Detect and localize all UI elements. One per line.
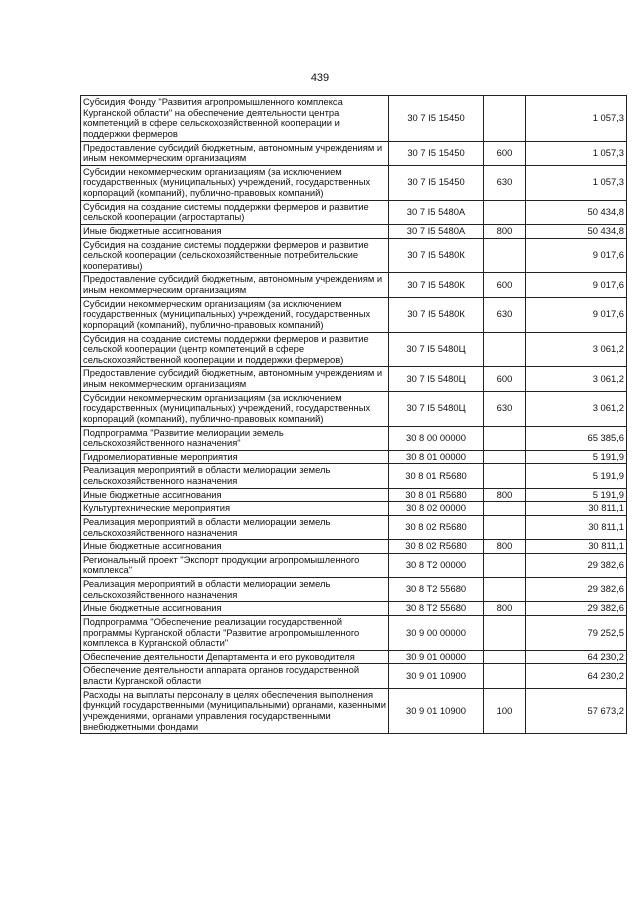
row-amount-cell: 30 811,1 [526, 515, 627, 539]
row-name-cell: Субсидия на создание системы поддержки фермеров и развитие сельской кооперации (агростартапы) [81, 200, 389, 224]
row-code-cell: 30 7 I5 5480К [389, 297, 484, 332]
row-amount-cell: 64 230,2 [526, 664, 627, 688]
row-expense-type-cell: 600 [484, 367, 526, 391]
row-name-cell: Подпрограмма "Обеспечение реализации государственной программы Курганской области "Развитие агропромышленного комплекса в Курганской области" [81, 615, 389, 650]
row-expense-type-cell [484, 615, 526, 650]
row-code-cell: 30 7 I5 5480А [389, 200, 484, 224]
table-row [81, 367, 627, 391]
row-code-cell: 30 7 I5 15450 [389, 141, 484, 165]
row-amount-cell: 30 811,1 [526, 540, 627, 554]
row-code-cell: 30 9 00 00000 [389, 615, 484, 650]
table-row [81, 450, 627, 464]
table-row [81, 96, 627, 142]
table-row [81, 602, 627, 616]
row-expense-type-cell: 630 [484, 391, 526, 426]
row-name-cell: Субсидия на создание системы поддержки фермеров и развитие сельской кооперации (сельскохозяйственные потребительские кооперативы) [81, 238, 389, 273]
row-code-cell: 30 8 00 00000 [389, 426, 484, 450]
row-amount-cell: 9 017,6 [526, 238, 627, 273]
row-amount-cell: 5 191,9 [526, 464, 627, 488]
row-amount-cell: 1 057,3 [526, 165, 627, 200]
row-code-cell: 30 9 01 00000 [389, 650, 484, 664]
row-amount-cell: 65 385,6 [526, 426, 627, 450]
row-code-cell: 30 7 I5 5480К [389, 238, 484, 273]
row-name-cell: Иные бюджетные ассигнования [81, 488, 389, 502]
row-amount-cell: 9 017,6 [526, 297, 627, 332]
row-name-cell: Субсидии некоммерческим организациям (за исключением государственных (муниципальных) учреждений, государственных корпораций (компаний), публично-правовых компаний) [81, 391, 389, 426]
row-amount-cell: 3 061,2 [526, 332, 627, 367]
row-name-cell: Гидромелиоративные мероприятия [81, 450, 389, 464]
row-code-cell: 30 7 I5 15450 [389, 165, 484, 200]
row-name-cell: Обеспечение деятельности Департамента и его руководителя [81, 650, 389, 664]
table-row [81, 578, 627, 602]
row-name-cell: Реализация мероприятий в области мелиорации земель сельскохозяйственного назначения [81, 464, 389, 488]
row-expense-type-cell [484, 650, 526, 664]
table-row [81, 540, 627, 554]
row-amount-cell: 1 057,3 [526, 141, 627, 165]
table-row [81, 141, 627, 165]
table-row [81, 426, 627, 450]
table-row [81, 502, 627, 516]
row-expense-type-cell [484, 464, 526, 488]
row-expense-type-cell [484, 200, 526, 224]
row-expense-type-cell: 630 [484, 297, 526, 332]
row-code-cell: 30 8 02 00000 [389, 502, 484, 516]
row-amount-cell: 3 061,2 [526, 367, 627, 391]
budget-table [80, 95, 627, 734]
row-expense-type-cell [484, 578, 526, 602]
row-code-cell: 30 7 I5 5480Ц [389, 391, 484, 426]
table-row [81, 224, 627, 238]
table-row [81, 464, 627, 488]
row-name-cell: Иные бюджетные ассигнования [81, 540, 389, 554]
row-expense-type-cell: 100 [484, 688, 526, 734]
table-row [81, 688, 627, 734]
row-name-cell: Иные бюджетные ассигнования [81, 602, 389, 616]
table-row [81, 200, 627, 224]
row-code-cell: 30 7 I5 15450 [389, 96, 484, 142]
table-row [81, 515, 627, 539]
row-expense-type-cell: 600 [484, 141, 526, 165]
table-row [81, 650, 627, 664]
row-name-cell: Культуртехнические мероприятия [81, 502, 389, 516]
row-name-cell: Иные бюджетные ассигнования [81, 224, 389, 238]
row-name-cell: Обеспечение деятельности аппарата органов государственной власти Курганской области [81, 664, 389, 688]
row-amount-cell: 64 230,2 [526, 650, 627, 664]
row-amount-cell: 29 382,6 [526, 578, 627, 602]
page-number: 439 [310, 72, 330, 84]
row-expense-type-cell [484, 238, 526, 273]
row-amount-cell: 30 811,1 [526, 502, 627, 516]
row-code-cell: 30 8 01 R5680 [389, 464, 484, 488]
table-row [81, 238, 627, 273]
row-amount-cell: 57 673,2 [526, 688, 627, 734]
row-name-cell: Предоставление субсидий бюджетным, автономным учреждениям и иным некоммерческим организациям [81, 367, 389, 391]
row-expense-type-cell [484, 450, 526, 464]
row-amount-cell: 1 057,3 [526, 96, 627, 142]
row-code-cell: 30 9 01 10900 [389, 688, 484, 734]
row-amount-cell: 29 382,6 [526, 553, 627, 577]
row-amount-cell: 3 061,2 [526, 391, 627, 426]
row-name-cell: Предоставление субсидий бюджетным, автономным учреждениям и иным некоммерческим организациям [81, 141, 389, 165]
row-code-cell: 30 8 01 R5680 [389, 488, 484, 502]
row-name-cell: Субсидии некоммерческим организациям (за исключением государственных (муниципальных) учреждений, государственных корпораций (компаний), публично-правовых компаний) [81, 165, 389, 200]
table-row [81, 297, 627, 332]
row-expense-type-cell [484, 332, 526, 367]
row-name-cell: Реализация мероприятий в области мелиорации земель сельскохозяйственного назначения [81, 515, 389, 539]
row-code-cell: 30 7 I5 5480К [389, 273, 484, 297]
table-row [81, 391, 627, 426]
row-name-cell: Региональный проект "Экспорт продукции агропромышленного комплекса" [81, 553, 389, 577]
row-amount-cell: 79 252,5 [526, 615, 627, 650]
row-code-cell: 30 7 I5 5480Ц [389, 332, 484, 367]
table-row [81, 664, 627, 688]
row-code-cell: 30 7 I5 5480Ц [389, 367, 484, 391]
row-amount-cell: 5 191,9 [526, 450, 627, 464]
table-row [81, 165, 627, 200]
table-row [81, 615, 627, 650]
row-expense-type-cell [484, 515, 526, 539]
row-name-cell: Субсидии некоммерческим организациям (за исключением государственных (муниципальных) учреждений, государственных корпораций (компаний), публично-правовых компаний) [81, 297, 389, 332]
row-amount-cell: 5 191,9 [526, 488, 627, 502]
row-expense-type-cell [484, 664, 526, 688]
table-row [81, 332, 627, 367]
row-amount-cell: 29 382,6 [526, 602, 627, 616]
row-expense-type-cell [484, 553, 526, 577]
row-name-cell: Подпрограмма "Развитие мелиорации земель сельскохозяйственного назначения" [81, 426, 389, 450]
row-code-cell: 30 8 02 R5680 [389, 515, 484, 539]
row-amount-cell: 50 434,8 [526, 224, 627, 238]
row-code-cell: 30 7 I5 5480А [389, 224, 484, 238]
row-code-cell: 30 8 01 00000 [389, 450, 484, 464]
row-expense-type-cell: 800 [484, 602, 526, 616]
row-name-cell: Субсидия Фонду "Развития агропромышленного комплекса Курганской области" на обеспечение деятельности центра компетенций в сфере сельскохозяйственной кооперации и поддержки фермеров [81, 96, 389, 142]
table-row [81, 553, 627, 577]
row-expense-type-cell: 600 [484, 273, 526, 297]
row-amount-cell: 9 017,6 [526, 273, 627, 297]
table-row [81, 488, 627, 502]
row-expense-type-cell: 630 [484, 165, 526, 200]
row-expense-type-cell: 800 [484, 224, 526, 238]
row-amount-cell: 50 434,8 [526, 200, 627, 224]
row-code-cell: 30 9 01 10900 [389, 664, 484, 688]
row-code-cell: 30 8 02 R5680 [389, 540, 484, 554]
row-name-cell: Реализация мероприятий в области мелиорации земель сельскохозяйственного назначения [81, 578, 389, 602]
budget-table-body [81, 96, 627, 734]
row-code-cell: 30 8 T2 55680 [389, 578, 484, 602]
row-name-cell: Предоставление субсидий бюджетным, автономным учреждениям и иным некоммерческим организациям [81, 273, 389, 297]
row-code-cell: 30 8 T2 55680 [389, 602, 484, 616]
row-code-cell: 30 8 T2 00000 [389, 553, 484, 577]
table-row [81, 273, 627, 297]
row-name-cell: Расходы на выплаты персоналу в целях обеспечения выполнения функций государственными (муниципальными) органами, казенными учреждениями, органами управления государственными внебюджетными фондами [81, 688, 389, 734]
row-expense-type-cell [484, 96, 526, 142]
row-expense-type-cell [484, 426, 526, 450]
row-expense-type-cell: 800 [484, 488, 526, 502]
row-expense-type-cell: 800 [484, 540, 526, 554]
row-name-cell: Субсидия на создание системы поддержки фермеров и развитие сельской кооперации (центр компетенций в сфере сельскохозяйственной кооперации и поддержки фермеров) [81, 332, 389, 367]
row-expense-type-cell [484, 502, 526, 516]
